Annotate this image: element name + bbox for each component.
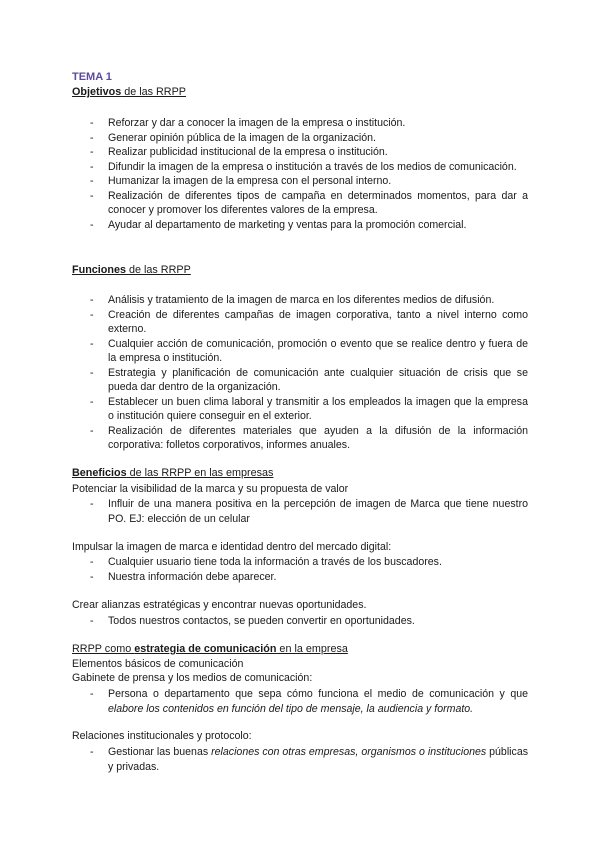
list-item <box>72 745 528 774</box>
objetivos-heading-rest: de las RRPP <box>121 86 187 98</box>
list-item: - Influir de una manera positiva en la percepción de imagen de Marca que tiene nuestro PO. EJ: elección de un celular <box>72 497 528 526</box>
list-item: - Generar opinión pública de la imagen de la organización. <box>72 131 528 146</box>
estrategia-heading <box>72 643 348 655</box>
list-item: - Realización de diferentes tipos de campaña en determinados momentos, para dar a conocer y promover los diferentes valores de la empresa. <box>72 189 528 218</box>
estrategia-heading-bold: estrategia de comunicación <box>134 643 277 655</box>
estrategia-heading-pre: RRPP como <box>72 643 135 655</box>
estrategia-line-1: Elementos básicos de comunicación <box>72 658 244 670</box>
beneficios-list-1 <box>72 497 528 526</box>
beneficios-paragraph-2: Impulsar la imagen de marca e identidad dentro del mercado digital: <box>72 541 392 553</box>
list-item: - Difundir la imagen de la empresa o institución a través de los medios de comunicación. <box>72 160 528 175</box>
item-text: Persona o departamento que sepa cómo funciona el medio de comunicación y que <box>108 688 528 700</box>
funciones-heading-bold: Funciones <box>72 264 126 276</box>
list-item: - Creación de diferentes campañas de imagen corporativa, tanto a nivel interno como externo. <box>72 308 528 337</box>
beneficios-paragraph-1: Potenciar la visibilidad de la marca y su propuesta de valor <box>72 483 349 495</box>
list-item: - Todos nuestros contactos, se pueden convertir en oportunidades. <box>72 614 528 629</box>
list-item: - Realización de diferentes materiales que ayuden a la difusión de la información corporativa: folletos corporativos, informes anuales. <box>72 424 528 453</box>
estrategia-line-2: Gabinete de prensa y los medios de comunicación: <box>72 672 313 684</box>
objetivos-heading-bold: Objetivos <box>72 86 122 98</box>
list-item: - Reforzar y dar a conocer la imagen de la empresa o institución. <box>72 116 528 131</box>
list-item: - Nuestra información debe aparecer. <box>72 570 528 585</box>
beneficios-heading-rest: de las RRPP en las empresas <box>126 467 274 479</box>
list-item <box>72 687 528 716</box>
beneficios-paragraph-3: Crear alianzas estratégicas y encontrar nuevas oportunidades. <box>72 599 367 611</box>
list-item: - Realizar publicidad institucional de la empresa o institución. <box>72 145 528 160</box>
list-item: - Estrategia y planificación de comunicación ante cualquier situación de crisis que se pueda dar dentro de la organización. <box>72 366 528 395</box>
tema-title: TEMA 1 <box>72 71 112 83</box>
funciones-list <box>72 293 528 453</box>
item-text-italic: relaciones con otras empresas, organismos o instituciones <box>211 746 487 758</box>
beneficios-list-3 <box>72 614 528 629</box>
estrategia-list-1 <box>72 687 528 716</box>
beneficios-heading-bold: Beneficios <box>72 467 127 479</box>
item-text: públicas y privadas. <box>108 746 529 773</box>
list-item: - Análisis y tratamiento de la imagen de marca en los diferentes medios de difusión. <box>72 293 528 308</box>
item-text: Gestionar las buenas <box>108 746 212 758</box>
list-item: - Ayudar al departamento de marketing y ventas para la promoción comercial. <box>72 218 528 233</box>
objetivos-heading <box>72 86 186 98</box>
beneficios-heading <box>72 467 273 479</box>
objetivos-list <box>72 116 528 232</box>
list-item: - Cualquier usuario tiene toda la información a través de los buscadores. <box>72 555 528 570</box>
list-item: - Cualquier acción de comunicación, promoción o evento que se realice dentro y fuera de la empresa o institución. <box>72 337 528 366</box>
estrategia-heading-post: en la empresa <box>276 643 348 655</box>
item-text-italic: elabore los contenidos en función del tipo de mensaje, la audiencia y formato. <box>108 702 474 715</box>
estrategia-line-3: Relaciones institucionales y protocolo: <box>72 730 252 742</box>
list-item: - Humanizar la imagen de la empresa con el personal interno. <box>72 174 528 189</box>
beneficios-list-2 <box>72 555 528 584</box>
funciones-heading <box>72 264 191 276</box>
funciones-heading-rest: de las RRPP <box>126 264 191 276</box>
estrategia-list-2 <box>72 745 528 774</box>
list-item: - Establecer un buen clima laboral y transmitir a los empleados la imagen que la empresa o institución quiere conseguir en el exterior. <box>72 395 528 424</box>
